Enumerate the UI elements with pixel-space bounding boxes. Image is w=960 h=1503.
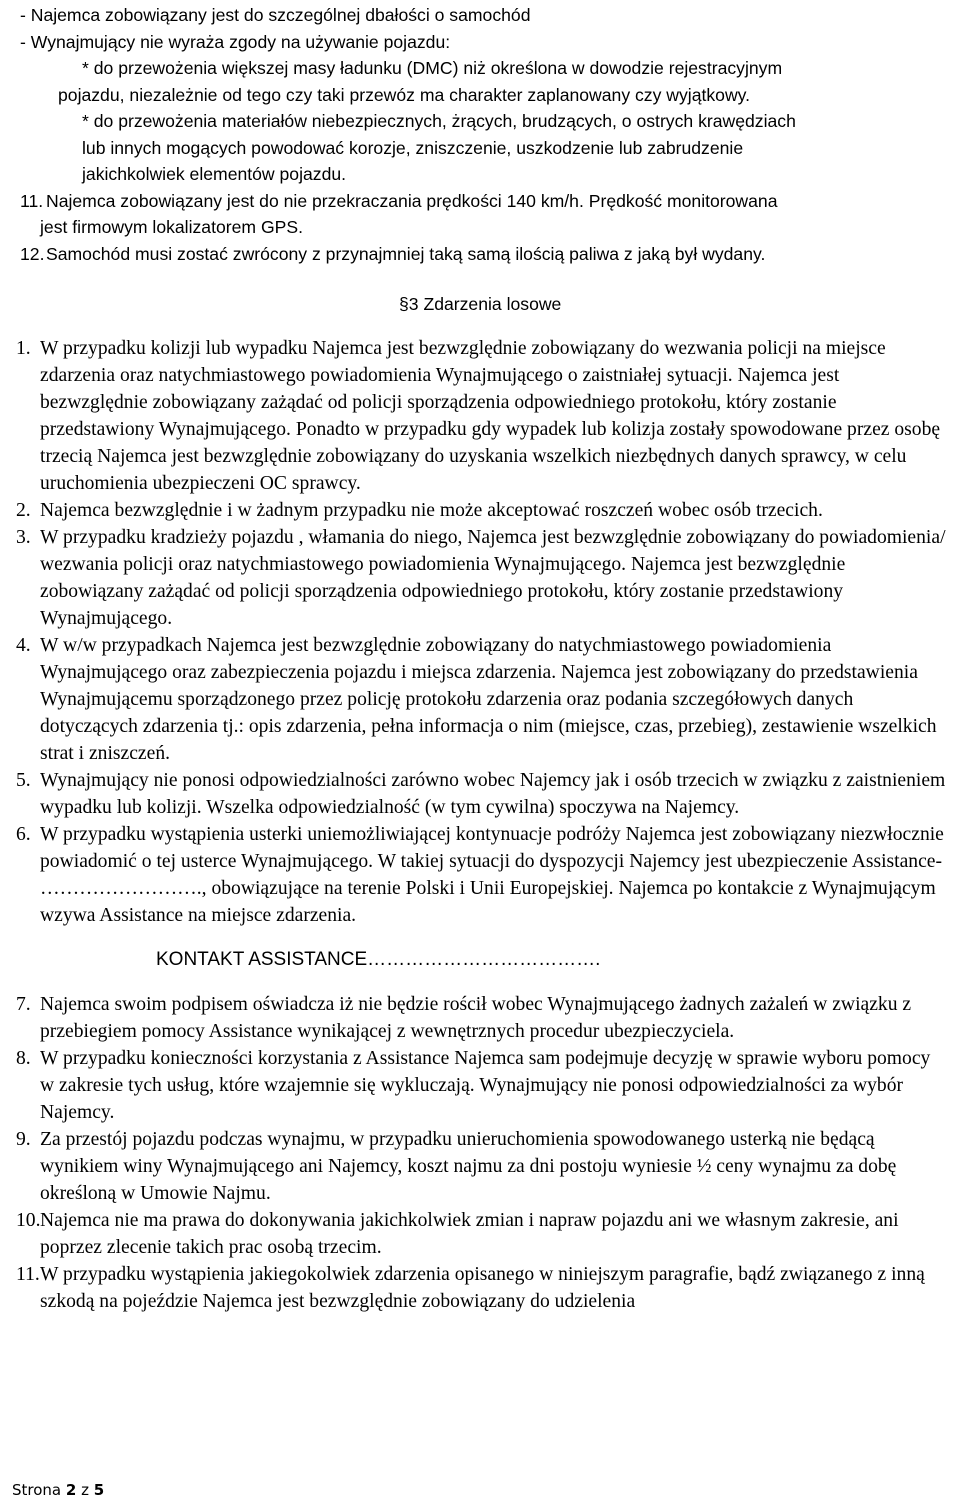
top-section: [20, 2, 950, 267]
numbered-item: [20, 241, 950, 268]
list-item: [16, 1126, 946, 1207]
page-separator: z: [81, 1481, 89, 1499]
item-text: W przypadku konieczności korzystania z Assistance Najemca sam podejmuje decyzję w sprawie wyboru pomocy w zakresie tych usług, które wzajemnie się wykluczają. Wynajmujący nie ponosi odpowiedzialności za wybór Najemcy.: [40, 1048, 931, 1123]
list-item: [16, 335, 946, 497]
item-text: Najemca bezwzględnie i w żadnym przypadku nie może akceptować roszczeń wobec osób trzecich.: [40, 500, 823, 521]
item-number: 12.: [20, 243, 45, 264]
item-number: 3.: [16, 527, 31, 548]
item-text: Za przestój pojazdu podczas wynajmu, w przypadku unieruchomienia spowodowanego usterką nie będącą wynikiem winy Wynajmującego ani Najemcy, koszt najmu za dni postoju wyniesie ½ ceny wynajmu za dobę określoną w Umowie Najmu.: [40, 1129, 897, 1204]
item-number: 9.: [16, 1129, 31, 1150]
item-text: Najemca zobowiązany jest do nie przekraczania prędkości 140 km/h. Prędkość monitorowana: [46, 190, 778, 211]
item-number: 10.: [16, 1210, 41, 1231]
item-number: 1.: [16, 338, 31, 359]
kontakt-assistance: KONTAKT ASSISTANCE……………………………….: [156, 949, 601, 970]
item-text: Najemca swoim podpisem oświadcza iż nie będzie rościł wobec Wynajmującego żadnych zażaleń w związku z przebiegiem pomocy Assistance wynikającej z wewnętrznych procedur ubezpieczyciela.: [40, 994, 912, 1042]
bullet-line: * do przewożenia większej masy ładunku (DMC) niż określona w dowodzie rejestracyjnym: [82, 58, 783, 78]
list-item: [16, 821, 946, 929]
section-heading: §3 Zdarzenia losowe: [399, 294, 562, 314]
item-text: W w/w przypadkach Najemca jest bezwzględnie zobowiązany do natychmiastowego powiadomienia Wynajmującego oraz zabezpieczenia pojazdu i miejsca zdarzenia. Najemca jest zobowiązany do przedstawienia Wynajmującemu sporządzonego przez policję protokołu zdarzenia oraz podania szczegółowych danych dotyczących zdarzenia tj.: opis zdarzenia, pełna informacja o nim (miejsce, czas, przebieg), zestawienie wszelkich strat i zniszczeń.: [40, 635, 937, 764]
item-text: W przypadku wystąpienia jakiegokolwiek zdarzenia opisanego w niniejszym paragrafie, bądź związanego z inną szkodą na pojeździe Najemca jest bezwzględnie zobowiązany do udzielenia: [40, 1264, 925, 1312]
text-line: - Najemca zobowiązany jest do szczególnej dbałości o samochód: [20, 5, 531, 25]
item-number: 6.: [16, 824, 31, 845]
page-prefix: Strona: [12, 1481, 62, 1499]
list-item: [16, 632, 946, 767]
list-item: [16, 497, 946, 524]
item-number: 2.: [16, 500, 31, 521]
list-item: [16, 1261, 946, 1315]
text-line: - Wynajmujący nie wyraża zgody na używanie pojazdu:: [20, 31, 451, 52]
bullet-line: jakichkolwiek elementów pojazdu.: [82, 164, 347, 184]
item-text: W przypadku kolizji lub wypadku Najemca jest bezwzględnie zobowiązany do wezwania policji na miejsce zdarzenia oraz natychmiastowego powiadomienia Wynajmującego o zaistniałej sytuacji. Najemca jest bezwzględnie zobowiązany zażądać od policji sporządzenia odpowiedniego protokołu, który zostanie przedstawiony Wynajmującego. Ponadto w przypadku gdy wypadek lub kolizja zostały spowodowane przez osobę trzecią Najemca jest bezwzględnie zobowiązany do uzyskania wszelkich niezbędnych danych sprawcy, w celu uruchomienia ubezpieczeni OC sprawcy.: [40, 338, 941, 494]
item-number: 11.: [16, 1264, 40, 1285]
list-item: [16, 767, 946, 821]
section-body: [16, 335, 946, 1315]
item-number: 5.: [16, 770, 31, 791]
page-total: 5: [93, 1481, 105, 1499]
list-item: [16, 991, 946, 1045]
item-number: 8.: [16, 1048, 31, 1069]
item-number: 11.: [20, 190, 44, 211]
bullet-line: * do przewożenia materiałów niebezpiecznych, żrących, brudzących, o ostrych krawędziach: [82, 111, 796, 131]
item-text: W przypadku kradzieży pojazdu , włamania do niego, Najemca jest bezwzględnie zobowiązany do powiadomienia/ wezwania policji oraz natychmiastowego powiadomienia Wynajmującego. Najemca jest bezwzględnie zobowiązany zażądać od policji sporządzenia odpowiedniego protokołu, który zostanie przedstawiony Wynajmującego.: [40, 527, 946, 629]
item-text: Samochód musi zostać zwrócony z przynajmniej taką samą ilością paliwa z jaką był wydany.: [46, 243, 766, 264]
list-item: [16, 1207, 946, 1261]
numbered-item: [20, 188, 950, 215]
item-number: 7.: [16, 994, 31, 1015]
page-number: [12, 1481, 104, 1499]
item-text: Najemca nie ma prawa do dokonywania jakichkolwiek zmian i napraw pojazdu ani we własnym zakresie, ani poprzez zlecenie takich prac osobą trzecim.: [40, 1210, 899, 1258]
item-text-continued: jest firmowym lokalizatorem GPS.: [40, 217, 303, 237]
item-text: Wynajmujący nie ponosi odpowiedzialności zarówno wobec Najemcy jak i osób trzecich w związku z zaistnieniem wypadku lub kolizji. Wszelka odpowiedzialność (w tym cywilna) spoczywa na Najemcy.: [40, 770, 946, 818]
item-number: 4.: [16, 635, 31, 656]
item-text: W przypadku wystąpienia usterki uniemożliwiającej kontynuacje podróży Najemca jest zobowiązany niezwłocznie powiadomić o tej usterce Wynajmującego. W takiej sytuacji do dyspozycji Najemcy jest ubezpieczenie Assistance- ……………………., obowiązujące na terenie Polski i Unii Europejskiej. Najemca po kontakcie z Wynajmującym wzywa Assistance na miejsce zdarzenia.: [40, 824, 944, 926]
bullet-line: pojazdu, niezależnie od tego czy taki przewóz ma charakter zaplanowany czy wyjątkowy.: [58, 84, 751, 105]
bullet-line: lub innych mogących powodować korozje, zniszczenie, uszkodzenie lub zabrudzenie: [82, 137, 744, 158]
list-item: [16, 524, 946, 632]
page-current: 2: [65, 1481, 77, 1499]
list-item: [16, 1045, 946, 1126]
